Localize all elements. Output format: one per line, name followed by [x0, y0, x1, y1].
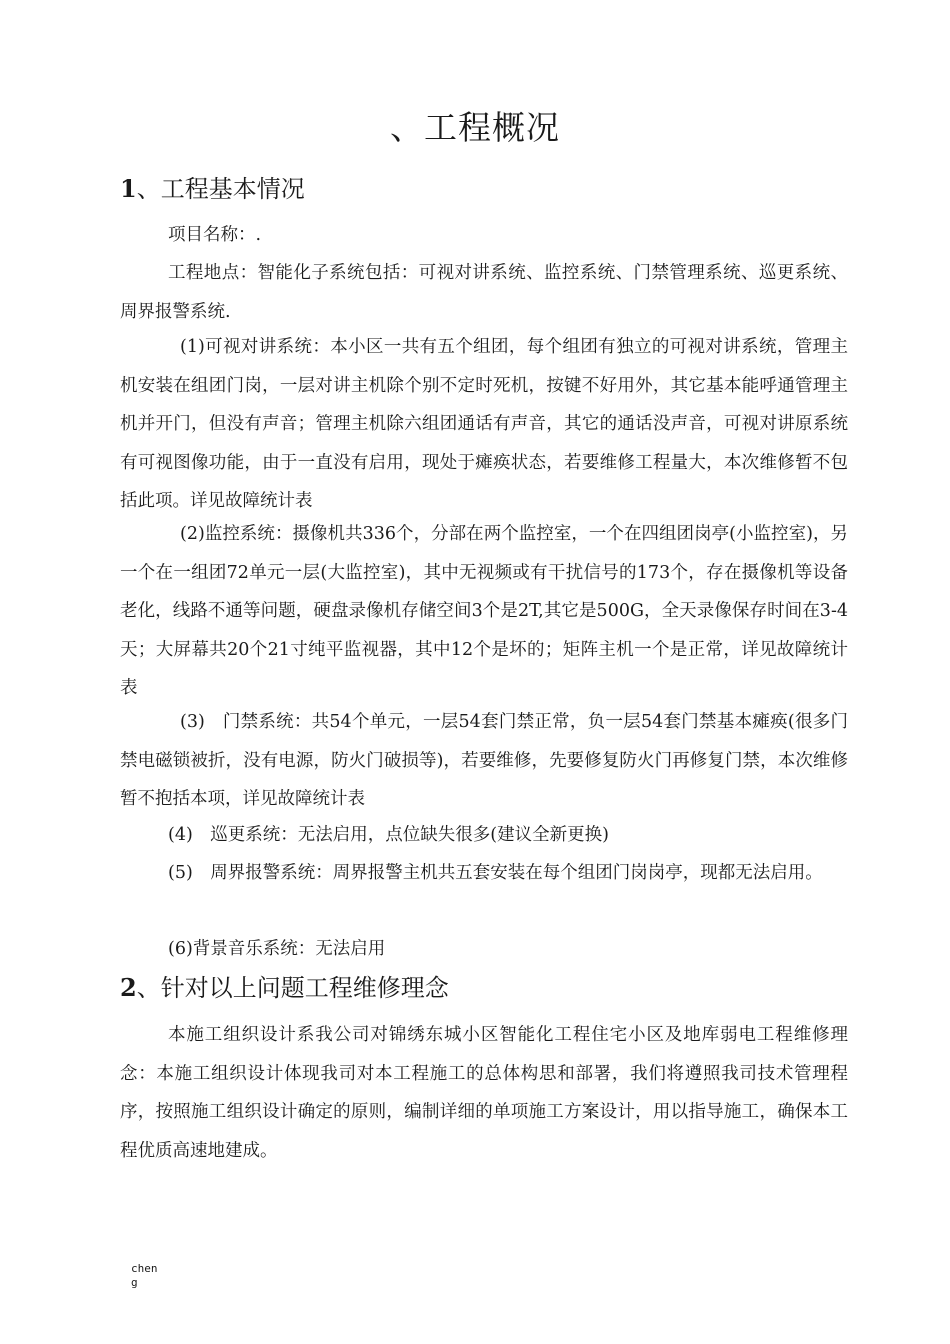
section-1-heading — [120, 171, 305, 207]
footer-note: cheng — [131, 1262, 158, 1289]
project-name-line: 项目名称：. — [168, 225, 262, 245]
background-music-paragraph: (6)背景音乐系统：无法启用 — [168, 939, 386, 959]
perimeter-alarm-paragraph: (5) 周界报警系统：周界报警主机共五套安装在每个组团门岗岗亭，现都无法启用。 — [168, 863, 823, 883]
monitoring-system-paragraph: (2)监控系统：摄像机共336个，分部在两个监控室，一个在四组团岗亭(小监控室)，另一个在一组团72单元一层(大监控室)，其中无视频或有干扰信号的173个，存在摄像机等设备老化，线路不通等问题，硬盘录像机存储空间3个是2T,其它是500G，全天录像保存时间在3-4天；大屏幕共20个21寸纯平监视器，其中12个是坏的；矩阵主机一个是正常，详见故障统计表 — [120, 524, 848, 698]
document-title: 、工程概况 — [390, 108, 560, 147]
section-2-number: 2 — [120, 973, 137, 1002]
section-1-heading-text: 、工程基本情况 — [136, 175, 305, 203]
patrol-system-paragraph: (4) 巡更系统：无法启用，点位缺失很多(建议全新更换) — [168, 825, 609, 845]
video-intercom-paragraph: (1)可视对讲系统：本小区一共有五个组团，每个组团有独立的可视对讲系统，管理主机安装在组团门岗，一层对讲主机除个别不定时死机，按键不好用外，其它基本能呼通管理主机并开门，但没有声音；管理主机除六组团通话有声音，其它的通话没声音，可视对讲原系统有可视图像功能，由于一直没有启用，现处于瘫痪状态，若要维修工程量大，本次维修暂不包括此项。详见故障统计表 — [120, 337, 848, 511]
maintenance-concept-paragraph: 本施工组织设计系我公司对锦绣东城小区智能化工程住宅小区及地库弱电工程维修理念：本施工组织设计体现我司对本工程施工的总体构思和部署，我们将遵照我司技术管理程序，按照施工组织设计确定的原则，编制详细的单项施工方案设计，用以指导施工，确保本工程优质高速地建成。 — [120, 1025, 848, 1161]
project-location-paragraph: 工程地点：智能化子系统包括：可视对讲系统、监控系统、门禁管理系统、巡更系统、周界报警系统. — [120, 263, 848, 322]
access-control-paragraph: (3) 门禁系统：共54个单元，一层54套门禁正常，负一层54套门禁基本瘫痪(很多门禁电磁锁被折，没有电源，防火门破损等)，若要维修，先要修复防火门再修复门禁，本次维修暂不抱括本项，详见故障统计表 — [120, 712, 848, 809]
section-1-number: 1 — [120, 174, 137, 203]
section-2-heading-text: 、针对以上问题工程维修理念 — [136, 974, 449, 1002]
section-2-heading — [120, 970, 449, 1006]
